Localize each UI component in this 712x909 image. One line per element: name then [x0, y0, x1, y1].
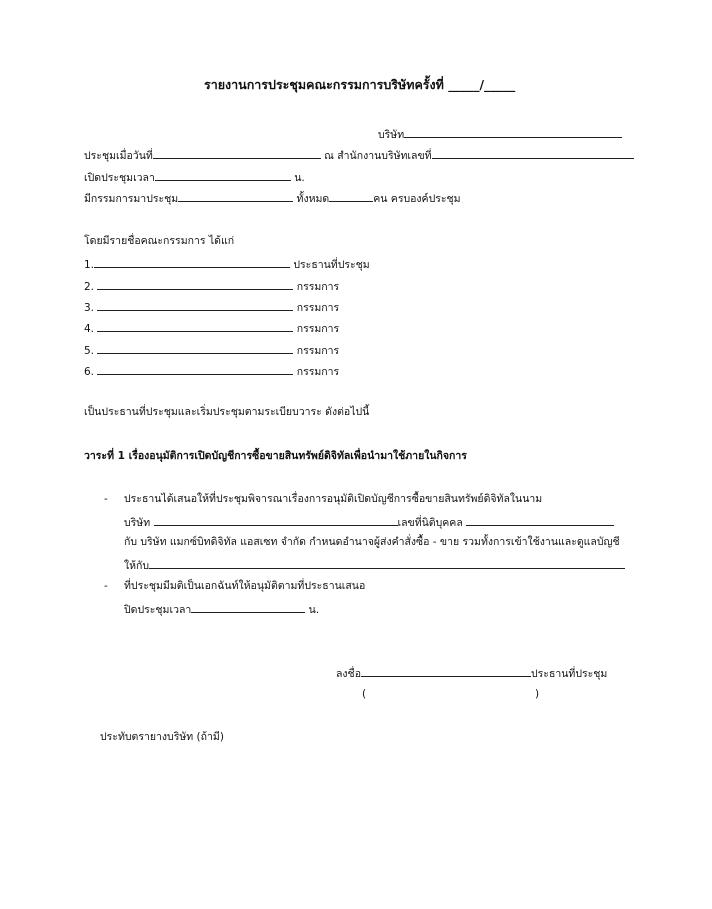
- company-label: บริษัท: [378, 129, 405, 141]
- present-label: มีกรรมการมาประชุม: [84, 193, 179, 205]
- director-number: 6.: [84, 366, 95, 378]
- signature-field[interactable]: [361, 665, 531, 677]
- close-time-line: [124, 601, 319, 617]
- sign-label: ลงชื่อ: [336, 668, 361, 680]
- document-title: รายงานการประชุมคณะกรรมการบริษัทครั้งที่ _____/_____: [204, 77, 516, 92]
- director-role: กรรมการ: [296, 345, 340, 357]
- director-role: ประธานที่ประชุม: [293, 259, 370, 271]
- total-label: ทั้งหมด: [296, 193, 330, 205]
- office-field[interactable]: [432, 147, 634, 159]
- meeting-date-label: ประชุมเมื่อวันที่: [84, 150, 153, 162]
- signature-open-paren: (: [362, 688, 367, 700]
- company-line: [378, 126, 622, 142]
- director-row: [84, 299, 339, 315]
- open-time-line: [84, 169, 305, 185]
- director-number: 3.: [84, 302, 95, 314]
- agenda-bullet: -: [104, 580, 108, 592]
- agenda-item-2-text: ที่ประชุมมีมติเป็นเอกฉันท์ให้อนุมัติตามที่ประธานเสนอ: [124, 580, 366, 592]
- open-time-label: เปิดประชุมเวลา: [84, 172, 155, 184]
- director-row: [84, 342, 339, 358]
- director-number: 2.: [84, 281, 95, 293]
- signature-line: [336, 665, 607, 681]
- director-name-field[interactable]: [97, 278, 293, 290]
- director-number: 1.: [84, 259, 95, 271]
- unit-label: คน ครบองค์ประชุม: [373, 193, 461, 205]
- juristic-label: เลขที่นิติบุคคล: [397, 517, 463, 529]
- director-name-field[interactable]: [97, 299, 293, 311]
- director-name-field[interactable]: [94, 256, 290, 268]
- director-row: [84, 320, 339, 336]
- close-time-label: ปิดประชุมเวลา: [124, 604, 192, 616]
- agenda-bullet: -: [104, 493, 108, 505]
- close-time-field[interactable]: [191, 601, 305, 613]
- director-name-field[interactable]: [97, 363, 293, 375]
- juristic-number-field[interactable]: [466, 514, 614, 526]
- meeting-date-field[interactable]: [153, 147, 321, 159]
- agenda-item-1-text: ประธานได้เสนอให้ที่ประชุมพิจารณาเรื่องการอนุมัติเปิดบัญชีการซื้อขายสินทรัพย์ดิจิทัลในนาม: [124, 493, 543, 505]
- meeting-date-line: [84, 147, 634, 163]
- director-role: กรรมการ: [296, 302, 340, 314]
- signature-name-field[interactable]: [370, 687, 530, 701]
- present-field[interactable]: [178, 190, 293, 202]
- close-time-unit: น.: [308, 604, 320, 616]
- director-role: กรรมการ: [296, 323, 340, 335]
- stamp-note: ประทับตรายางบริษัท (ถ้ามี): [100, 731, 224, 743]
- signature-close-paren: ): [535, 688, 540, 700]
- signature-role: ประธานที่ประชุม: [531, 668, 608, 680]
- director-row: [84, 256, 370, 272]
- director-number: 4.: [84, 323, 95, 335]
- attendance-line: [84, 190, 461, 206]
- time-unit: น.: [294, 172, 305, 184]
- open-time-field[interactable]: [155, 169, 291, 181]
- chair-statement: เป็นประธานที่ประชุมและเริ่มประชุมตามระเบียบวาระ ดังต่อไปนี้: [84, 406, 370, 418]
- agenda-item-1-line3: กับ บริษัท แมกซ์บิทดิจิทัล แอสเซท จำกัด กำหนดอำนาจผู้ส่งคำสั่งซื้อ - ขาย รวมทั้งการเข้าใช้งานและดูแลบัญชี: [124, 536, 620, 548]
- agenda-company-line: [124, 514, 614, 530]
- director-row: [84, 363, 339, 379]
- director-number: 5.: [84, 345, 95, 357]
- grant-line: [124, 557, 625, 573]
- company-field[interactable]: [404, 126, 622, 138]
- director-name-field[interactable]: [97, 320, 293, 332]
- agenda-company-label: บริษัท: [124, 517, 151, 529]
- office-label: ณ สำนักงานบริษัทเลขที่: [324, 150, 432, 162]
- grant-field[interactable]: [149, 557, 625, 569]
- directors-intro: โดยมีรายชื่อคณะกรรมการ ได้แก่: [84, 235, 235, 247]
- total-field[interactable]: [329, 190, 373, 202]
- director-row: [84, 278, 339, 294]
- director-name-field[interactable]: [97, 342, 293, 354]
- director-role: กรรมการ: [296, 366, 340, 378]
- director-role: กรรมการ: [296, 281, 340, 293]
- agenda-heading: วาระที่ 1 เรื่องอนุมัติการเปิดบัญชีการซื้อขายสินทรัพย์ดิจิทัลเพื่อนำมาใช้ภายในกิจการ: [84, 450, 467, 462]
- agenda-company-field[interactable]: [154, 514, 398, 526]
- grant-label: ให้กับ: [124, 560, 150, 572]
